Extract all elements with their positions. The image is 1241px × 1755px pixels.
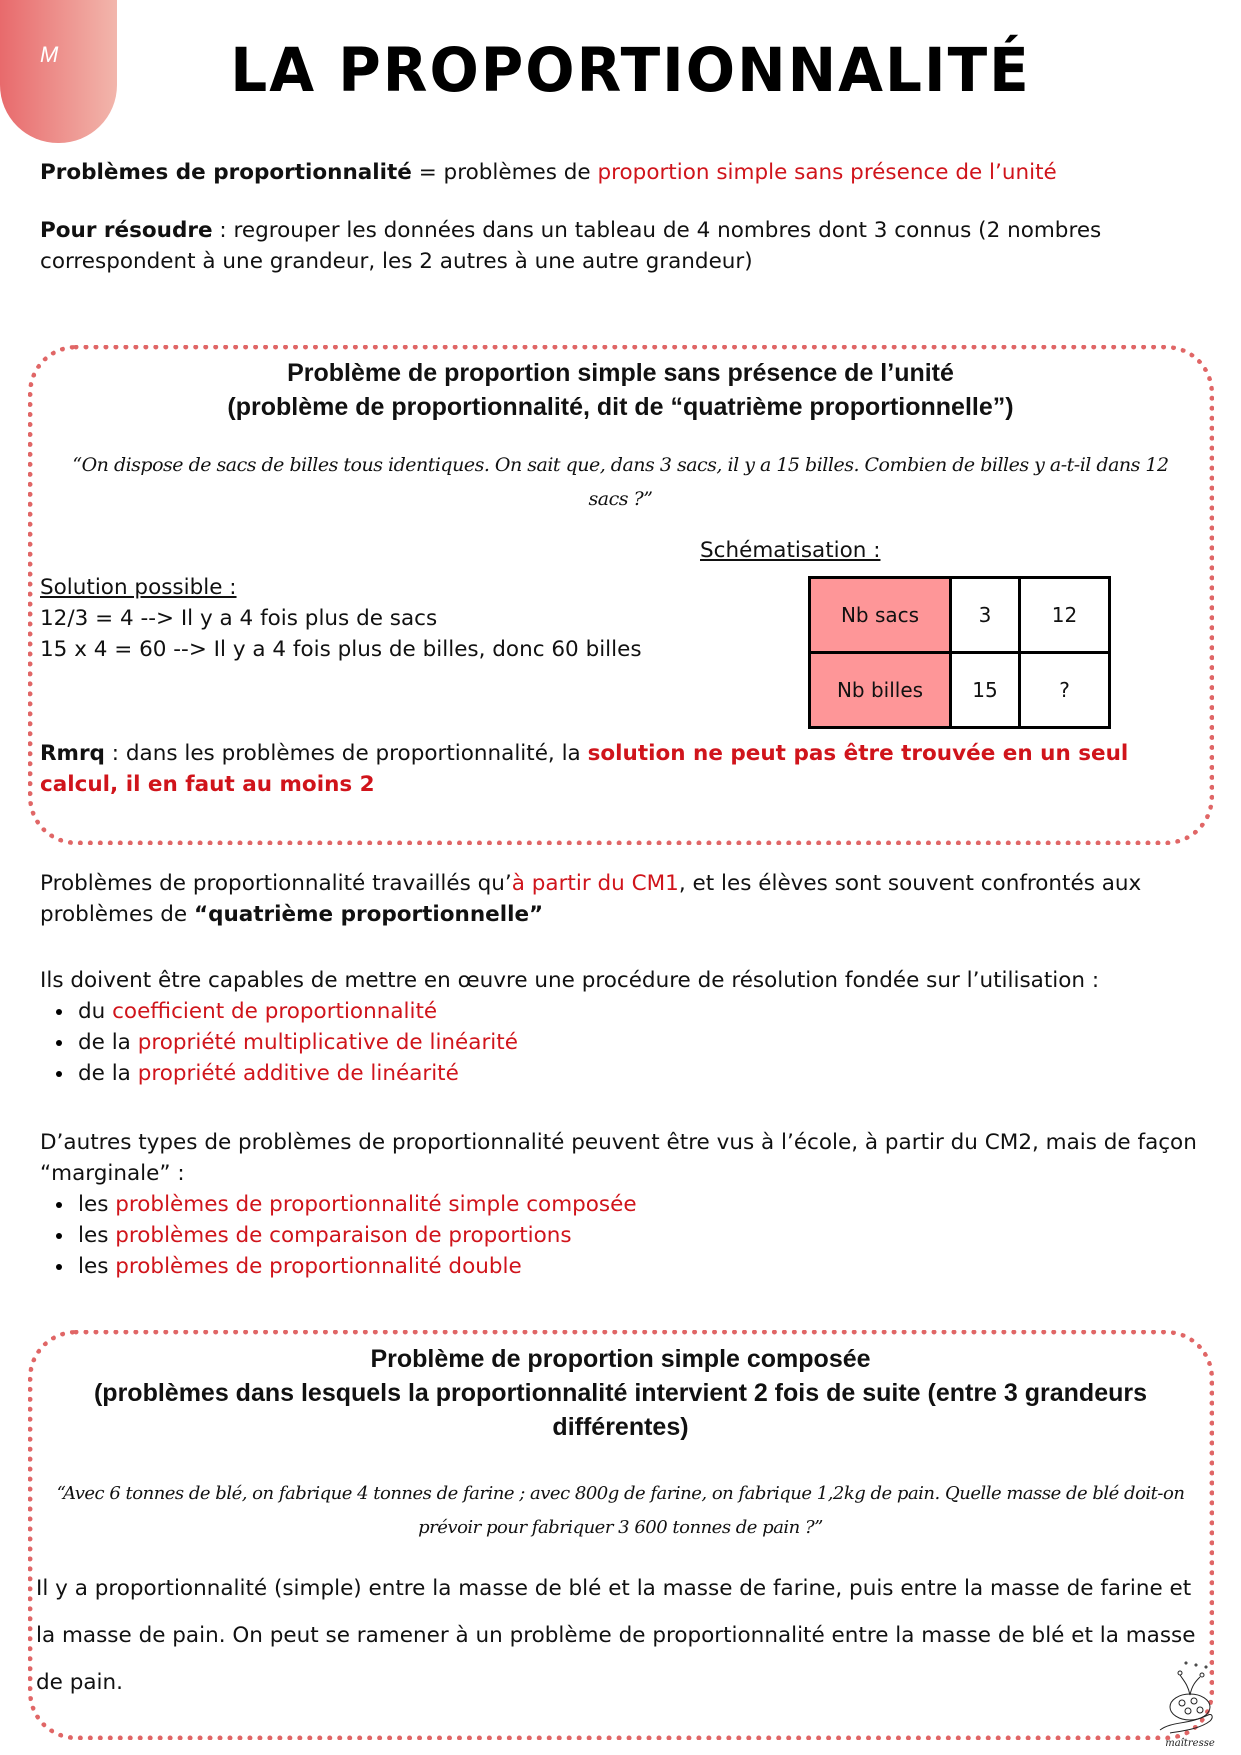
list-item: de la propriété multiplicative de linéarité bbox=[78, 1027, 1211, 1058]
list-item: les problèmes de comparaison de proportions bbox=[78, 1220, 1211, 1251]
remark-paragraph: Rmrq : dans les problèmes de proportionnalité, la solution ne peut pas être trouvée en un seul calcul, il en faut au moins 2 bbox=[40, 741, 1129, 797]
solution-line: 15 x 4 = 60 --> Il y a 4 fois plus de billes, donc 60 billes bbox=[40, 637, 642, 662]
solution-line: 12/3 = 4 --> Il y a 4 fois plus de sacs bbox=[40, 606, 438, 631]
page-title: LA PROPORTIONNALITÉ bbox=[230, 34, 1031, 106]
box1-quote: “On dispose de sacs de billes tous identiques. On sait que, dans 3 sacs, il y a 15 billes. Combien de billes y a-t-il dans 12 sacs ?” bbox=[72, 454, 1169, 510]
row-label: Nb billes bbox=[810, 653, 951, 728]
box1-title: Problème de proportion simple sans présence de l’unité (problème de proportionnalité, dit de “quatrième proportionnelle”) bbox=[227, 359, 1014, 421]
remark-highlight: solution ne peut pas être trouvée en un seul calcul, il en faut au moins 2 bbox=[40, 741, 1129, 797]
list-item: les problèmes de proportionnalité simple composée bbox=[78, 1189, 1211, 1220]
cm1-paragraph: Problèmes de proportionnalité travaillés qu’à partir du CM1, et les élèves sont souvent confrontés aux problèmes de “quatrième proportionnelle” bbox=[40, 871, 1142, 927]
brain-logo-icon bbox=[1150, 1655, 1230, 1750]
solution-label: Solution possible : bbox=[40, 575, 237, 600]
definition-paragraph: Problèmes de proportionnalité = problèmes de proportion simple sans présence de l’unité bbox=[40, 160, 1057, 185]
list-item: les problèmes de proportionnalité double bbox=[78, 1251, 1211, 1282]
box2-explanation: Il y a proportionnalité (simple) entre la masse de blé et la masse de farine, puis entre la masse de farine et la masse de pain. On peut se ramener à un problème de proportionnalité entre la masse de blé et la masse de pain. bbox=[36, 1576, 1196, 1695]
list-item: du coefficient de proportionnalité bbox=[78, 996, 1211, 1027]
other-types-section: D’autres types de problèmes de proportionnalité peuvent être vus à l’école, à partir du CM2, mais de façon “marginale” : les problèmes de proportionnalité simple composée les problèmes de comparaison de proportions les problèmes de proportionnalité double bbox=[40, 1127, 1211, 1282]
procedures-list bbox=[40, 996, 1211, 1089]
list-item: de la propriété additive de linéarité bbox=[78, 1058, 1211, 1089]
box2-quote: “Avec 6 tonnes de blé, on fabrique 4 tonnes de farine ; avec 800g de farine, on fabrique 1,2kg de pain. Quelle masse de blé doit-on prévoir pour fabriquer 3 600 tonnes de pain ?” bbox=[56, 1483, 1185, 1538]
table-cell: ? bbox=[1020, 653, 1110, 728]
tab-letter: M bbox=[40, 42, 59, 67]
box2-title: Problème de proportion simple composée (problèmes dans lesquels la proportionnalité intervient 2 fois de suite (entre 3 grandeurs différentes) bbox=[93, 1345, 1147, 1441]
proportion-table bbox=[808, 576, 1111, 729]
schema-label: Schématisation : bbox=[700, 538, 881, 563]
table-row bbox=[810, 653, 1110, 728]
table-cell: 3 bbox=[951, 578, 1020, 653]
logo-text: maîtresse bbox=[1165, 1738, 1215, 1749]
table-row bbox=[810, 578, 1110, 653]
other-types-list bbox=[40, 1189, 1211, 1282]
table-cell: 12 bbox=[1020, 578, 1110, 653]
row-label: Nb sacs bbox=[810, 578, 951, 653]
definition-highlight: proportion simple sans présence de l’unité bbox=[597, 160, 1057, 185]
procedures-section: Ils doivent être capables de mettre en œuvre une procédure de résolution fondée sur l’utilisation : du coefficient de proportionnalité de la propriété multiplicative de linéarité de la propriété additive de linéarité bbox=[40, 965, 1211, 1089]
resolution-paragraph: Pour résoudre : regrouper les données dans un tableau de 4 nombres dont 3 connus (2 nombres correspondent à une grandeur, les 2 autres à une autre grandeur) bbox=[40, 218, 1102, 274]
table-cell: 15 bbox=[951, 653, 1020, 728]
